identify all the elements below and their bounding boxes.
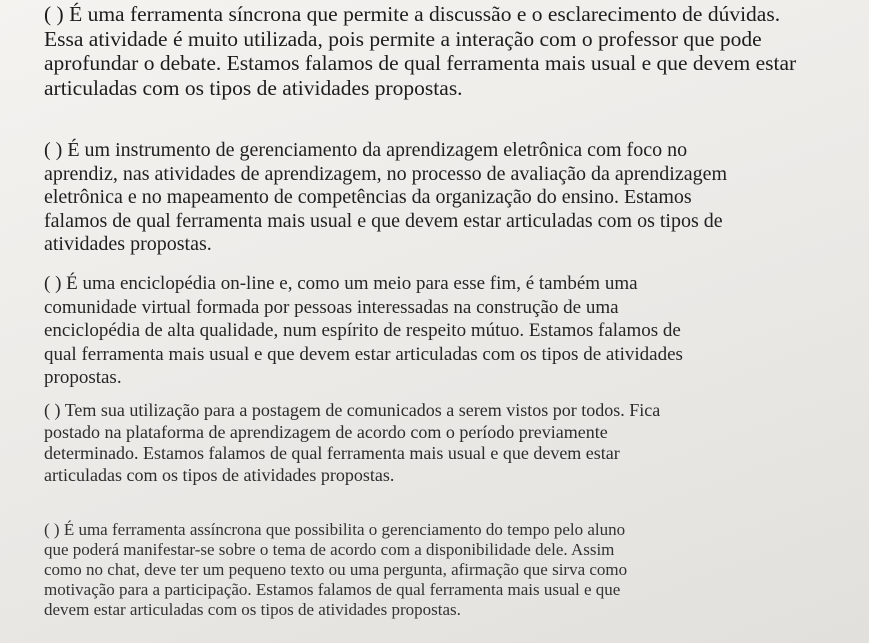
question-item-4 <box>44 400 790 486</box>
item-line: qual ferramenta mais usual e que devem estar articuladas com os tipos de atividades <box>44 343 683 365</box>
item-line: comunidade virtual formada por pessoas interessadas na construção de uma <box>44 296 619 318</box>
item-line: falamos de qual ferramenta mais usual e que devem estar articuladas com os tipos de <box>44 209 723 232</box>
item-line: determinado. Estamos falamos de qual ferramenta mais usual e que devem estar <box>44 443 620 463</box>
item-line: que poderá manifestar-se sobre o tema de acordo com a disponibilidade dele. Assim <box>44 540 615 559</box>
question-item-1 <box>44 2 814 100</box>
answer-blank[interactable]: ( ) <box>44 273 62 294</box>
item-line: como no chat, deve ter um pequeno texto ou uma pergunta, afirmação que sirva como <box>44 560 628 579</box>
item-line <box>44 2 814 27</box>
answer-blank[interactable]: ( ) <box>44 139 63 161</box>
item-line: Essa atividade é muito utilizada, pois permite a interação com o professor que pode <box>44 26 762 51</box>
item-text: É uma ferramenta síncrona que permite a discussão e o esclarecimento de dúvidas. <box>69 2 781 26</box>
item-line: eletrônica e no mapeamento de competências da organização do ensino. Estamos <box>44 186 692 208</box>
item-line <box>44 139 812 163</box>
item-line: aprendiz, nas atividades de aprendizagem, no processo de avaliação da aprendizagem <box>44 162 728 185</box>
answer-blank[interactable]: ( ) <box>44 2 64 26</box>
item-line: devem estar articuladas com os tipos de atividades propostas. <box>44 600 461 619</box>
question-item-5 <box>44 520 781 620</box>
item-text: Tem sua utilização para a postagem de comunicados a serem vistos por todos. Fica <box>64 400 661 420</box>
item-line <box>44 400 790 422</box>
item-line: enciclopédia de alta qualidade, num espírito de respeito mútuo. Estamos falamos de <box>44 320 681 341</box>
item-text: É uma ferramenta assíncrona que possibilita o gerenciamento do tempo pelo aluno <box>63 520 626 539</box>
item-line: articuladas com os tipos de atividades propostas. <box>44 464 395 485</box>
item-line <box>44 520 781 540</box>
item-text: É uma enciclopédia on-line e, como um meio para esse fim, é também uma <box>66 273 638 294</box>
item-line: propostas. <box>44 367 122 388</box>
item-line: articuladas com os tipos de atividades propostas. <box>44 75 463 100</box>
item-text: É um instrumento de gerenciamento da aprendizagem eletrônica com foco no <box>67 139 688 161</box>
item-line <box>44 272 800 296</box>
answer-blank[interactable]: ( ) <box>44 400 61 420</box>
answer-blank[interactable]: ( ) <box>44 520 60 539</box>
question-item-2 <box>44 139 812 257</box>
item-line: atividades propostas. <box>44 233 212 255</box>
item-line: motivação para a participação. Estamos falamos de qual ferramenta mais usual e que <box>44 580 621 599</box>
item-line: aprofundar o debate. Estamos falamos de qual ferramenta mais usual e que devem estar <box>44 51 797 75</box>
question-item-3 <box>44 272 800 390</box>
item-line: postado na plataforma de aprendizagem de acordo com o período previamente <box>44 421 608 442</box>
